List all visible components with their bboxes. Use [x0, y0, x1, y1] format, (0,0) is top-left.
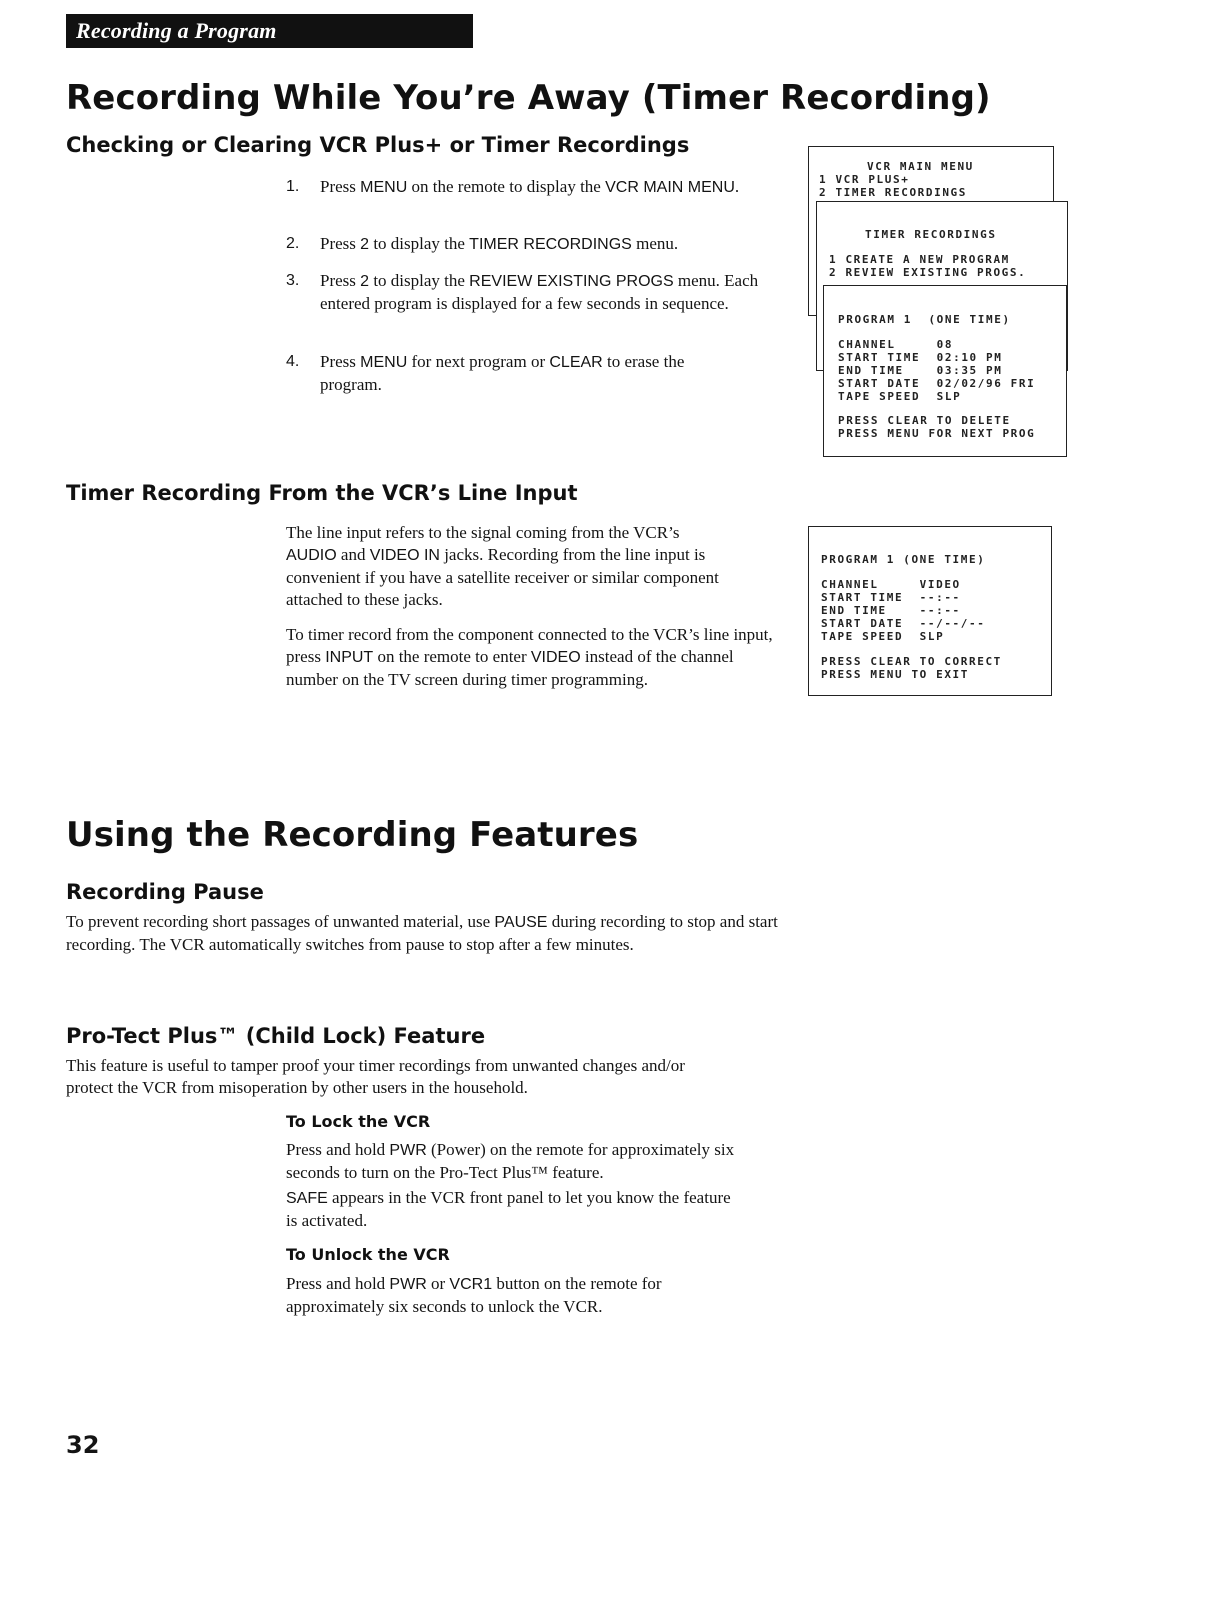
screen-title: PROGRAM 1 (ONE TIME): [838, 313, 1011, 326]
screen-line: PRESS CLEAR TO CORRECT: [821, 655, 1002, 668]
checking-heading: Checking or Clearing VCR Plus+ or Timer Recordings: [66, 133, 690, 157]
screen-title: PROGRAM 1 (ONE TIME): [821, 553, 986, 566]
screen-line: END TIME --:--: [821, 604, 961, 617]
safe-paragraph: SAFE appears in the VCR front panel to let you know the feature is activated.: [286, 1188, 731, 1230]
line-input-paragraph-1: The line input refers to the signal coming from the VCR’s AUDIO and VIDEO IN jacks. Recording from the line input is convenient if you have a satellite receiver or similar component attached to these jacks.: [286, 523, 719, 609]
screen-line: 1 CREATE A NEW PROGRAM: [829, 253, 1010, 266]
screen-line: START TIME 02:10 PM: [838, 351, 1003, 364]
protect-heading: Pro-Tect Plus™ (Child Lock) Feature: [66, 1024, 486, 1048]
screen-line: END TIME 03:35 PM: [838, 364, 1003, 377]
unlock-paragraph: Press and hold PWR or VCR1 button on the remote for approximately six seconds to unlock the VCR.: [286, 1274, 662, 1316]
line-input-heading: Timer Recording From the VCR’s Line Input: [66, 481, 578, 505]
screen-line: CHANNEL 08: [838, 338, 954, 351]
screen-title: TIMER RECORDINGS: [865, 228, 997, 241]
screen-line-input-program: [808, 526, 1052, 696]
lock-paragraph: Press and hold PWR (Power) on the remote for approximately six seconds to turn on the Pro-Tect Plus™ feature.: [286, 1140, 735, 1182]
screen-line: START DATE 02/02/96 FRI: [838, 377, 1036, 390]
step-number: 1.: [286, 178, 300, 195]
screen-line: START DATE --/--/--: [821, 617, 986, 630]
screen-line: TAPE SPEED SLP: [821, 630, 945, 643]
pause-heading: Recording Pause: [66, 880, 264, 904]
step-number: 3.: [286, 272, 300, 289]
screen-program-review: [823, 285, 1067, 457]
step-number: 4.: [286, 353, 300, 370]
lock-heading: To Lock the VCR: [286, 1112, 431, 1131]
page-number: 32: [66, 1431, 100, 1459]
screen-line: 1 VCR PLUS+: [819, 173, 910, 186]
unlock-heading: To Unlock the VCR: [286, 1245, 450, 1264]
step-number: 2.: [286, 235, 300, 252]
screen-line: PRESS MENU TO EXIT: [821, 668, 970, 681]
screen-line: 2 TIMER RECORDINGS: [819, 186, 968, 199]
pause-paragraph: To prevent recording short passages of unwanted material, use PAUSE during recording to stop and start recording. The VCR automatically switches from pause to stop after a few minutes.: [66, 912, 778, 954]
screen-line: PRESS CLEAR TO DELETE: [838, 414, 1011, 427]
screen-title: VCR MAIN MENU: [867, 160, 974, 173]
page-title: Recording While You’re Away (Timer Recording): [66, 78, 991, 118]
section-header-bar: [66, 14, 473, 48]
line-input-paragraph-2: To timer record from the component connected to the VCR’s line input, press INPUT on the remote to enter VIDEO instead of the channel number on the TV screen during timer programming.: [286, 625, 773, 689]
screen-line: 2 REVIEW EXISTING PROGS.: [829, 266, 1027, 279]
screen-line: TAPE SPEED SLP: [838, 390, 962, 403]
screen-line: PRESS MENU FOR NEXT PROG: [838, 427, 1036, 440]
screen-line: START TIME --:--: [821, 591, 961, 604]
features-title: Using the Recording Features: [66, 815, 639, 855]
protect-paragraph: This feature is useful to tamper proof your timer recordings from unwanted changes and/or protect the VCR from misoperation by other users in the household.: [66, 1056, 685, 1097]
section-label: Recording a Program: [76, 18, 277, 43]
screen-line: CHANNEL VIDEO: [821, 578, 961, 591]
